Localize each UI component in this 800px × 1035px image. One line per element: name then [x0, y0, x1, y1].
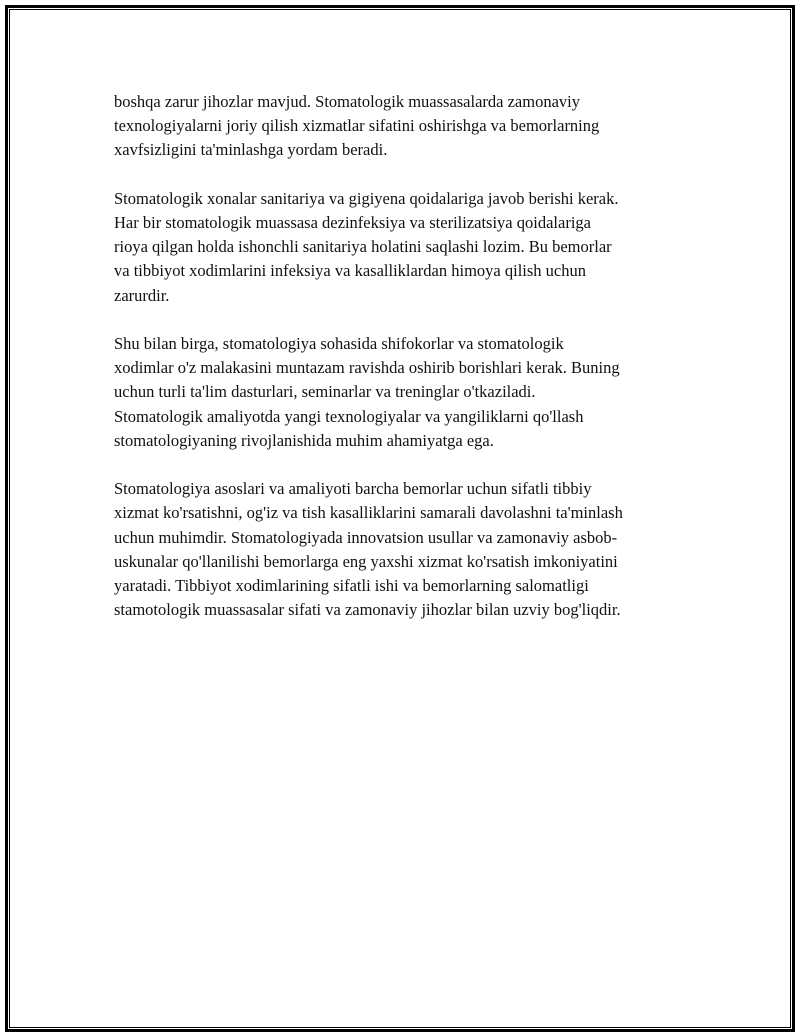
text-line: texnologiyalarni joriy qilish xizmatlar sifatini oshirishga va bemorlarning	[114, 116, 600, 136]
text-line: Stomatologiya asoslari va amaliyoti barcha bemorlar uchun sifatli tibbiy	[114, 479, 592, 499]
document-body	[114, 90, 694, 647]
text-line: stomatologiyaning rivojlanishida muhim ahamiyatga ega.	[114, 430, 494, 450]
text-line: boshqa zarur jihozlar mavjud. Stomatologik muassasalarda zamonaviy	[114, 92, 580, 111]
text-line: Stomatologik xonalar sanitariya va gigiyena qoidalariga javob berishi kerak.	[114, 188, 619, 208]
text-line: yaratadi. Tibbiyot xodimlarining sifatli ishi va bemorlarning salomatligi	[114, 576, 589, 596]
paragraph	[114, 332, 694, 453]
text-line: stamotologik muassasalar sifati va zamonaviy jihozlar bilan uzviy bog'liqdir.	[114, 600, 621, 620]
text-line: zarurdir.	[114, 285, 170, 305]
paragraph	[114, 187, 694, 308]
paragraph	[114, 90, 694, 163]
text-line: uchun turli ta'lim dasturlari, seminarlar va treninglar o'tkaziladi.	[114, 382, 536, 402]
text-line: uskunalar qo'llanilishi bemorlarga eng yaxshi xizmat ko'rsatish imkoniyatini	[114, 551, 618, 571]
text-line: Har bir stomatologik muassasa dezinfeksiya va sterilizatsiya qoidalariga	[114, 213, 591, 232]
text-line: rioya qilgan holda ishonchli sanitariya holatini saqlashi lozim. Bu bemorlar	[114, 237, 612, 257]
text-line: Shu bilan birga, stomatologiya sohasida shifokorlar va stomatologik	[114, 334, 564, 353]
text-line: xavfsizligini ta'minlashga yordam beradi.	[114, 140, 388, 160]
text-line: uchun muhimdir. Stomatologiyada innovatsion usullar va zamonaviy asbob-	[114, 527, 618, 547]
text-line: xizmat ko'rsatishni, og'iz va tish kasalliklarini samarali davolashni ta'minlash	[114, 503, 623, 523]
paragraph	[114, 477, 694, 622]
text-line: xodimlar o'z malakasini muntazam ravishda oshirib borishlari kerak. Buning	[114, 358, 620, 378]
text-line: va tibbiyot xodimlarini infeksiya va kasalliklardan himoya qilish uchun	[114, 261, 586, 281]
text-line: Stomatologik amaliyotda yangi texnologiyalar va yangiliklarni qo'llash	[114, 406, 584, 426]
